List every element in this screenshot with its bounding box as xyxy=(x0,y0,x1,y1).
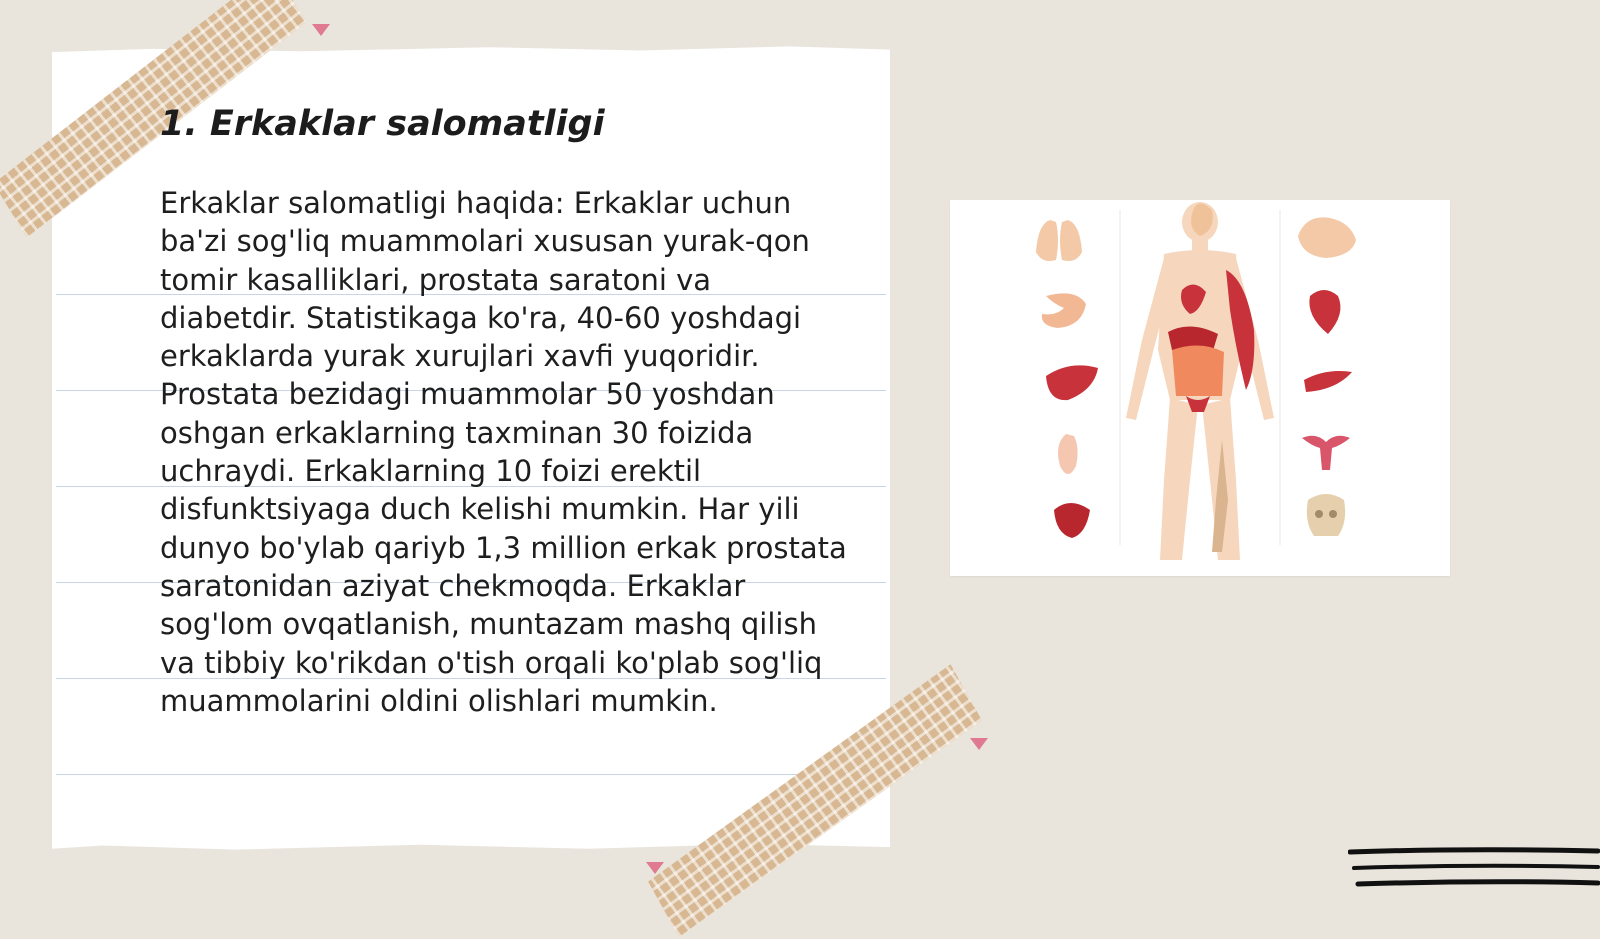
anatomy-illustration xyxy=(950,200,1450,576)
kidney-icon xyxy=(1058,434,1078,474)
stomach-icon xyxy=(1042,293,1086,328)
bladder-icon xyxy=(1054,503,1090,538)
lungs-icon xyxy=(1036,220,1082,261)
skull-icon xyxy=(1307,494,1345,536)
uterus-icon xyxy=(1302,436,1350,470)
decorative-brush-strokes xyxy=(1348,846,1600,890)
slide-title: 1. Erkaklar salomatligi xyxy=(160,104,605,144)
pancreas-icon xyxy=(1304,371,1352,392)
slide-body-text: Erkaklar salomatligi haqida: Erkaklar uchun ba'zi sog'liq muammolari xususan yurak-qon tomir kasalliklari, prostata saratoni va diabetdir. Statistikaga ko'ra, 40-60 yoshdagi erkaklarda yurak xurujlari xavfi yuqoridir. Prostata bezidagi muammolar 50 yoshdan oshgan erkaklarning taxminan 30 foizida uchraydi. Erkaklarning 10 foizi erektil disfunktsiyaga duch kelishi mumkin. Har yili dunyo bo'ylab qariyb 1,3 million erkak prostata saratonidan aziyat chekmoqda. Erkaklar sog'lom ovqatlanish, muntazam mashq qilish va tibbiy ko'rikdan o'tish orqali ko'plab sog'liq muammolarini oldini olishlari mumkin. xyxy=(160,186,847,718)
heart-icon xyxy=(1309,290,1340,334)
paper-rule-line xyxy=(56,774,886,775)
pink-pin-icon xyxy=(312,24,330,36)
pink-pin-icon xyxy=(646,862,664,874)
liver-icon xyxy=(1046,365,1098,400)
brain-icon xyxy=(1298,217,1356,258)
human-body-figure xyxy=(1126,202,1274,560)
pink-pin-icon xyxy=(970,738,988,750)
